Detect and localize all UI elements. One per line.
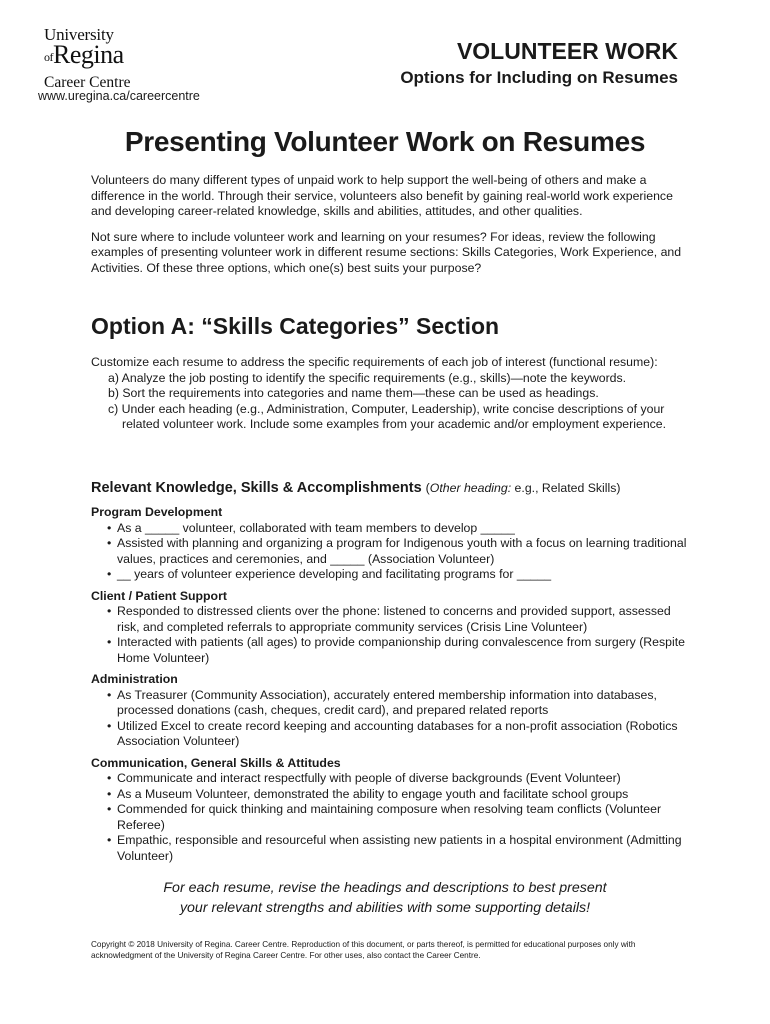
option-a-steps: [91, 371, 691, 433]
document-title: VOLUNTEER WORK: [456, 38, 678, 64]
list-item: • As a _____ volunteer, collaborated with team members to develop _____: [107, 521, 691, 537]
step-item: c) Under each heading (e.g., Administration, Computer, Leadership), write concise descriptions of your related volunteer work. Include some examples from your academic and/or employment experience.: [108, 401, 667, 431]
copyright-notice: Copyright © 2018 University of Regina. Career Centre. Reproduction of this document, or parts thereof, is permitted for educational purposes only with acknowledgment of the University of Regina Career Centre. For other uses, also contact the Career Centre.: [91, 940, 636, 960]
intro-paragraph-2: Not sure where to include volunteer work and learning on your resumes? For ideas, review the following examples of presenting volunteer work in different resume sections: Skills Categories, Work Experience, and Activities. Of these three options, which one(s) best suits your purpose?: [91, 229, 682, 275]
document-subtitle: Options for Including on Resumes: [400, 68, 678, 87]
intro-section: [91, 173, 691, 276]
list-item: • Empathic, responsible and resourceful when assisting new patients in a hospital environment (Admitting Volunteer): [107, 833, 691, 864]
relevant-skills-heading: [91, 480, 621, 496]
website-url: www.uregina.ca/careercentre: [38, 89, 200, 103]
note-rest: e.g., Related Skills): [511, 481, 621, 495]
logo-career-centre-text: Career Centre: [44, 74, 131, 91]
list-item: • Responded to distressed clients over the phone: listened to concerns and provided support, assessed risk, and completed referrals to appropriate community services (Crisis Line Volunteer): [107, 604, 691, 635]
step-item: a) Analyze the job posting to identify the specific requirements (e.g., skills)—note the keywords.: [108, 370, 627, 385]
category-title: Administration: [91, 672, 178, 686]
page-title: Presenting Volunteer Work on Resumes: [124, 126, 646, 157]
university-logo: [44, 26, 131, 91]
step-item: b) Sort the requirements into categories and name them—these can be used as headings.: [108, 386, 599, 400]
logo-university-text: University: [44, 25, 114, 44]
logo-regina-line: [44, 40, 131, 69]
list-item: • Assisted with planning and organizing a program for Indigenous youth with a focus on learning traditional values, practices and ceremonies, and _____ (Association Volunteer): [107, 536, 691, 567]
option-a-section: [91, 355, 691, 433]
intro-paragraph-1: Volunteers do many different types of unpaid work to help support the well-being of others and make a difference in the world. Through their service, volunteers also benefit by gaining real-world work experience and developing career-related knowledge, skills and abilities, attitudes, and other qualities.: [91, 173, 673, 218]
option-a-heading: Option A: “Skills Categories” Section: [91, 313, 500, 339]
list-item: • Interacted with patients (all ages) to provide companionship during convalescence from surgery (Respite Home Volunteer): [107, 635, 691, 666]
relevant-heading-text: Relevant Knowledge, Skills & Accomplishments: [91, 480, 422, 496]
logo-regina-text: Regina: [53, 40, 124, 69]
category-list: [91, 688, 691, 750]
category-title: Communication, General Skills & Attitudes: [91, 755, 341, 770]
closing-line-2: your relevant strengths and abilities with some supporting details!: [179, 899, 591, 916]
category-list: [91, 604, 691, 666]
note-open: (: [425, 481, 430, 495]
list-item: • As a Museum Volunteer, demonstrated the ability to engage youth and facilitate school groups: [107, 787, 691, 803]
skill-categories: [91, 505, 691, 864]
note-italic: Other heading:: [429, 481, 512, 495]
document-header: [400, 38, 678, 89]
category-title: Client / Patient Support: [91, 588, 227, 603]
category-list: [91, 771, 691, 864]
option-a-lead: Customize each resume to address the specific requirements of each job of interest (functional resume):: [91, 355, 658, 369]
logo-of-text: of: [44, 50, 53, 64]
heading-note: [426, 481, 621, 495]
list-item: • Commended for quick thinking and maintaining composure when resolving team conflicts (Volunteer Referee): [107, 802, 691, 833]
list-item: • As Treasurer (Community Association), accurately entered membership information into databases, processed donations (cash, cheques, credit card), and prepared related reports: [107, 688, 691, 719]
category-list: [91, 521, 691, 583]
list-item: • Utilized Excel to create record keeping and accounting databases for a non-profit association (Robotics Association Volunteer): [107, 719, 691, 750]
list-item: • Communicate and interact respectfully with people of diverse backgrounds (Event Volunteer): [107, 771, 691, 787]
list-item: • __ years of volunteer experience developing and facilitating programs for _____: [107, 567, 691, 583]
closing-note: [0, 879, 770, 918]
closing-line-1: For each resume, revise the headings and descriptions to best present: [163, 880, 607, 896]
category-title: Program Development: [91, 505, 223, 519]
